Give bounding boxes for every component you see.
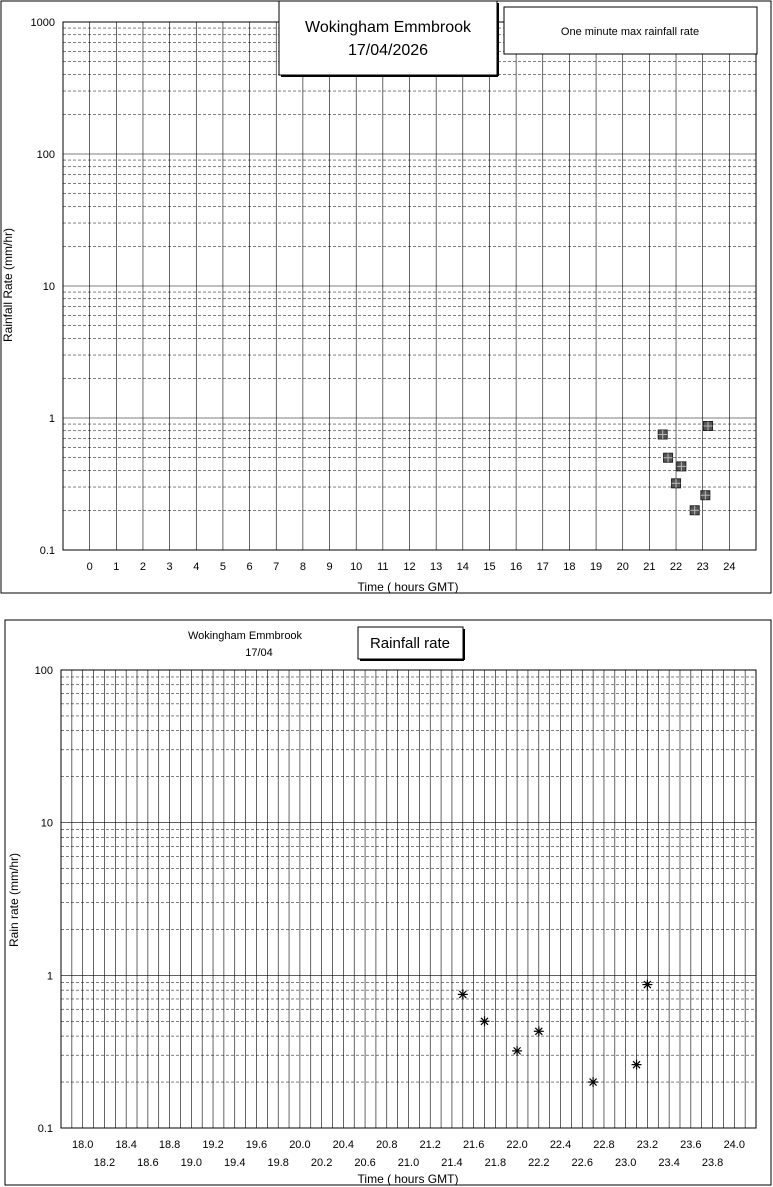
- x-tick-label: 21.2: [419, 1139, 441, 1151]
- x-tick-label: 20.0: [289, 1139, 311, 1151]
- x-tick-label: 15: [483, 561, 496, 573]
- data-point: [672, 479, 681, 488]
- x-tick-label: 18.8: [158, 1139, 181, 1151]
- y-tick-label: 0.1: [39, 545, 55, 557]
- x-tick-label: 2: [139, 561, 147, 573]
- x-tick-label: 21.0: [397, 1157, 420, 1169]
- data-point: [632, 1060, 642, 1070]
- x-tick-label: 23.6: [680, 1139, 702, 1151]
- chart1-title: Wokingham Emmbrook: [305, 19, 471, 36]
- data-point: [458, 989, 468, 999]
- data-point: [677, 462, 686, 471]
- x-tick-label: 23.0: [614, 1157, 637, 1169]
- x-tick-label: 17: [536, 561, 549, 573]
- data-point: [690, 506, 699, 515]
- x-tick-label: 20.6: [354, 1157, 376, 1169]
- x-tick-label: 18: [563, 561, 576, 573]
- x-tick-label: 10: [350, 561, 363, 573]
- y-tick-label: 0.1: [37, 1123, 53, 1135]
- x-tick-label: 22.4: [549, 1139, 572, 1151]
- x-tick-label: 16: [509, 561, 523, 573]
- data-point: [512, 1046, 522, 1056]
- data-point: [658, 430, 667, 439]
- chart1-title-box: [279, 1, 497, 75]
- x-tick-label: 22.8: [593, 1139, 615, 1151]
- x-tick-label: 19.6: [245, 1139, 268, 1151]
- x-tick-label: 22.6: [571, 1157, 593, 1169]
- x-tick-label: 18.4: [115, 1139, 137, 1151]
- x-tick-label: 19.2: [202, 1139, 224, 1151]
- x-tick-label: 19: [589, 561, 603, 573]
- x-tick-label: 9: [326, 561, 333, 573]
- data-point: [642, 980, 652, 990]
- x-tick-label: 11: [377, 561, 389, 573]
- x-tick-label: 7: [273, 561, 280, 573]
- chart2-y-axis-label: Rain rate (mm/hr): [7, 852, 21, 948]
- x-tick-label: 20.8: [376, 1139, 398, 1151]
- y-tick-label: 10: [42, 281, 55, 293]
- chart1-legend-text: One minute max rainfall rate: [560, 26, 700, 38]
- x-tick-label: 19.4: [224, 1157, 246, 1169]
- data-point: [480, 1016, 490, 1026]
- x-tick-label: 19.8: [267, 1157, 289, 1169]
- x-tick-label: 23.4: [658, 1157, 680, 1169]
- y-tick-label: 10: [40, 817, 53, 830]
- x-tick-label: 22: [669, 561, 683, 573]
- y-tick-label: 100: [34, 665, 53, 677]
- x-tick-label: 18.2: [93, 1157, 116, 1169]
- chart1-date: 17/04/2026: [347, 42, 429, 59]
- chart2-x-axis-label: Time ( hours GMT): [357, 1172, 459, 1186]
- y-tick-label: 1: [46, 970, 53, 983]
- x-tick-label: 21: [643, 561, 656, 573]
- data-point: [704, 421, 713, 430]
- x-tick-label: 20.2: [310, 1157, 333, 1169]
- x-tick-label: 8: [299, 561, 306, 573]
- x-tick-label: 14: [456, 561, 469, 573]
- x-tick-label: 22.2: [528, 1157, 550, 1169]
- data-point: [534, 1026, 544, 1036]
- x-tick-label: 1: [113, 561, 120, 573]
- x-tick-label: 21.6: [462, 1139, 485, 1151]
- x-tick-label: 0: [86, 561, 93, 573]
- x-tick-label: 20: [616, 561, 629, 573]
- x-tick-label: 18.0: [72, 1139, 94, 1151]
- chart2-station-name: Wokingham Emmbrook: [187, 630, 303, 642]
- x-tick-label: 6: [246, 561, 253, 573]
- x-tick-label: 23.2: [636, 1139, 659, 1151]
- x-tick-label: 22.0: [506, 1139, 528, 1151]
- chart2-title: Rainfall rate: [369, 635, 451, 652]
- x-tick-label: 23: [696, 561, 709, 573]
- x-tick-label: 3: [166, 561, 173, 573]
- x-tick-label: 13: [430, 561, 443, 573]
- x-tick-label: 5: [219, 561, 226, 573]
- data-point: [664, 453, 673, 462]
- data-point: [588, 1077, 598, 1087]
- data-point: [701, 491, 710, 500]
- x-tick-label: 4: [193, 561, 200, 573]
- x-tick-label: 21.4: [441, 1157, 463, 1169]
- x-tick-label: 20.4: [332, 1139, 355, 1151]
- x-tick-label: 23.8: [701, 1157, 724, 1169]
- x-tick-label: 19.0: [180, 1157, 203, 1169]
- x-tick-label: 18.6: [137, 1157, 159, 1169]
- y-tick-label: 100: [36, 149, 55, 161]
- chart1-x-axis-label: Time ( hours GMT): [357, 580, 459, 594]
- chart1-y-axis-label: Rainfall Rate (mm/hr): [1, 227, 15, 343]
- y-tick-label: 1: [48, 413, 55, 425]
- x-tick-label: 24.0: [723, 1139, 745, 1151]
- x-tick-label: 12: [403, 561, 416, 573]
- chart2-date: 17/04: [245, 647, 273, 659]
- y-tick-label: 1000: [30, 17, 55, 29]
- x-tick-label: 24: [723, 561, 736, 573]
- x-tick-label: 21.8: [484, 1157, 507, 1169]
